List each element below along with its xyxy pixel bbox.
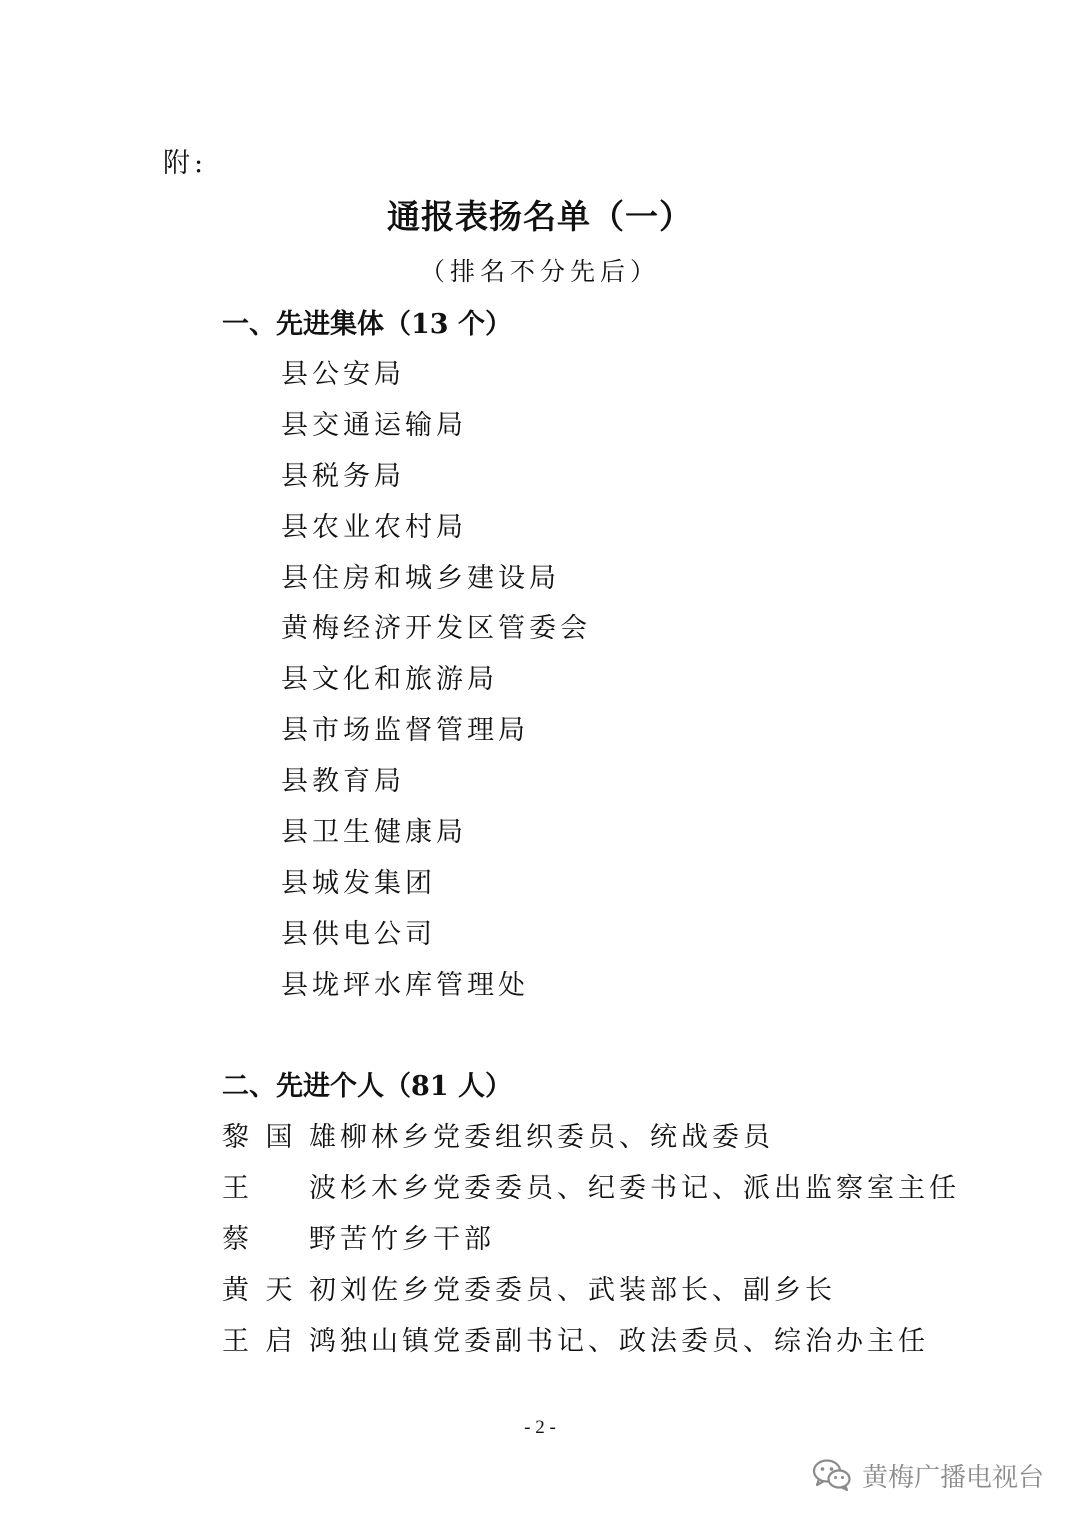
section-heading-individuals: 二、先进个人（81 人） [222, 1071, 512, 1102]
person-description: 独山镇党委副书记、政法委员、综治办主任 [340, 1325, 929, 1357]
list-item: 县供电公司 [281, 918, 436, 950]
list-item: 县住房和城乡建设局 [281, 562, 560, 594]
wechat-icon [812, 1458, 852, 1492]
list-item: 黄梅经济开发区管委会 [281, 613, 591, 645]
person-name: 王启鸿 [222, 1325, 340, 1357]
person-row [222, 1272, 960, 1323]
person-row [222, 1323, 960, 1374]
person-description: 杉木乡党委委员、纪委书记、派出监察室主任 [340, 1172, 960, 1204]
list-item: 县垅坪水库管理处 [281, 969, 529, 1001]
person-description: 柳林乡党委组织委员、统战委员 [340, 1122, 774, 1153]
person-row [222, 1170, 960, 1221]
watermark [812, 1455, 1044, 1495]
person-name: 王波 [222, 1172, 340, 1204]
person-name: 黎国雄 [222, 1122, 340, 1153]
advanced-individuals-list [222, 1119, 960, 1373]
person-name: 蔡野 [222, 1223, 340, 1255]
list-item: 县农业农村局 [281, 511, 467, 543]
list-item: 县卫生健康局 [281, 817, 467, 849]
list-item: 县交通运输局 [281, 409, 467, 441]
person-row [222, 1119, 960, 1170]
person-name: 黄天初 [222, 1274, 340, 1306]
watermark-text: 黄梅广播电视台 [862, 1462, 1045, 1493]
list-item: 县市场监督管理局 [281, 715, 529, 747]
attachment-label: 附: [163, 148, 208, 179]
list-item: 县税务局 [281, 460, 405, 492]
person-description: 刘佐乡党委委员、武装部长、副乡长 [340, 1274, 836, 1306]
document-title: 通报表扬名单（一） [387, 197, 693, 236]
page-number: - 2 - [524, 1417, 556, 1438]
list-item: 县公安局 [281, 359, 405, 390]
section-heading-groups: 一、先进集体（13 个） [222, 309, 512, 340]
advanced-groups-list [281, 356, 591, 1018]
list-item: 县城发集团 [281, 867, 436, 899]
person-row [222, 1221, 960, 1272]
list-item: 县文化和旅游局 [281, 664, 498, 696]
list-item: 县教育局 [281, 766, 405, 798]
document-subtitle: （排名不分先后） [419, 257, 660, 286]
person-description: 苦竹乡干部 [340, 1223, 495, 1255]
